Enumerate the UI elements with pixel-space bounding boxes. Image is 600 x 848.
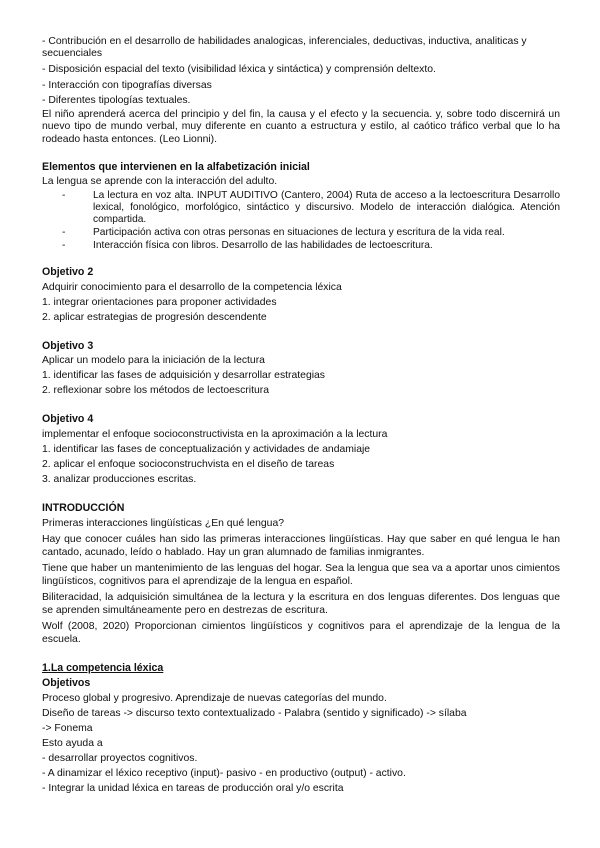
list-item: - Interacción física con libros. Desarrollo de las habilidades de lectoescritura. (79, 240, 560, 252)
competencia-heading: 1.La competencia léxica (42, 661, 164, 674)
objetivo-title: Objetivo 4 (42, 413, 94, 425)
elementos-lead: La lengua se aprende con la interacción del adulto. (42, 175, 278, 187)
objetivo-description: Adquirir conocimiento para el desarrollo de la competencia léxica (42, 281, 342, 293)
objetivo-description: implementar el enfoque socioconstructivista en la aproximación a la lectura (42, 428, 388, 440)
elementos-section (42, 161, 560, 252)
paragraph: Wolf (2008, 2020) Proporcionan cimientos lingüísticos y cognitivos para el aprendizaje de la lengua de la escuela. (42, 620, 560, 645)
objetivo-3 (42, 340, 560, 399)
list-item: 3. analizar producciones escritas. (42, 473, 197, 485)
document-page (42, 36, 560, 796)
list-item: - Interacción con tipografías diversas (42, 79, 212, 91)
list-item: - La lectura en voz alta. INPUT AUDITIVO (Cantero, 2004) Ruta de acceso a la lectoescritura Desarrollo lexical, fonológico, morfológico, sintáctico y discursivo. Modelo de interacción dialógica. Atención compartida. (79, 190, 560, 226)
list-item: 1. identificar las fases de conceptualización y actividades de andamiaje (42, 443, 371, 455)
list-item: - Integrar la unidad léxica en tareas de producción oral y/o escrita (42, 782, 344, 794)
intro-paragraph: El niño aprenderá acerca del principio y del fin, la causa y el efecto y la secuencia. y, sobre todo discernirá un nuevo tipo de mundo verbal, muy diferente en cuanto a estructura y estilo, al caótico tráfico verbal que lo ha rodeado hasta entonces. (Leo Lionni). (42, 108, 560, 145)
list-item: 1. integrar orientaciones para proponer actividades (42, 296, 277, 308)
objetivo-description: Aplicar un modelo para la iniciación de la lectura (42, 355, 265, 366)
list-item: 2. reflexionar sobre los métodos de lectoescritura (42, 385, 269, 396)
objetivo-2 (42, 266, 560, 325)
text-line: Esto ayuda a (42, 737, 103, 749)
introduccion-section (42, 502, 560, 647)
introduccion-subheading: Primeras interacciones lingüísticas ¿En qué lengua? (42, 518, 284, 529)
paragraph: Biliteracidad, la adquisición simultánea de la lectura y la escritura en dos lenguas diferentes. Dos lenguas que se aprenden simultáneamente pero en destrezas de escritura. (42, 591, 560, 616)
elementos-heading: Elementos que intervienen en la alfabetización inicial (42, 161, 310, 173)
list-item: - A dinamizar el léxico receptivo (input)- pasivo - en productivo (output) - activo. (42, 767, 406, 779)
text-line: Diseño de tareas -> discurso texto contextualizado - Palabra (sentido y significado) -> sílaba (42, 707, 467, 719)
list-item: - Diferentes tipologías textuales. (42, 95, 191, 106)
elementos-list (42, 190, 560, 252)
paragraph: Hay que conocer cuáles han sido las primeras interacciones lingüísticas. Hay que saber en qué lengua le han cantado, acunado, leído o hablado. Hay un gran alumnado de familias inmigrantes. (42, 533, 560, 558)
list-item: - Contribución en el desarrollo de habilidades analogicas, inferenciales, deductivas, inductiva, analiticas y secuenciales (42, 36, 527, 59)
competencia-section (42, 662, 560, 796)
intro-list (42, 36, 560, 108)
competencia-subheading: Objetivos (42, 677, 91, 689)
list-item: - Participación activa con otras personas en situaciones de lectura y escritura de la vida real. (79, 227, 560, 239)
list-item: 2. aplicar el enfoque socioconstruchvista en el diseño de tareas (42, 458, 335, 470)
objetivo-4 (42, 413, 560, 487)
text-line: Proceso global y progresivo. Aprendizaje de nuevas categorías del mundo. (42, 692, 387, 704)
paragraph: Tiene que haber un mantenimiento de las lenguas del hogar. Sea la lengua que sea va a aportar unos cimientos lingüísticos, cognitivos para el aprendizaje de la lengua en español. (42, 562, 560, 587)
list-item: - desarrollar proyectos cognitivos. (42, 752, 198, 764)
introduccion-heading: INTRODUCCIÓN (42, 501, 125, 514)
objetivo-title: Objetivo 2 (42, 266, 94, 278)
text-line: -> Fonema (42, 722, 93, 734)
list-item: - Disposición espacial del texto (visibilidad léxica y sintáctica) y comprensión deltexto. (42, 64, 436, 75)
list-item: 1. identificar las fases de adquisición y desarrollar estrategias (42, 370, 326, 381)
list-item: 2. aplicar estrategias de progresión descendente (42, 311, 267, 323)
objetivo-title: Objetivo 3 (42, 339, 94, 352)
